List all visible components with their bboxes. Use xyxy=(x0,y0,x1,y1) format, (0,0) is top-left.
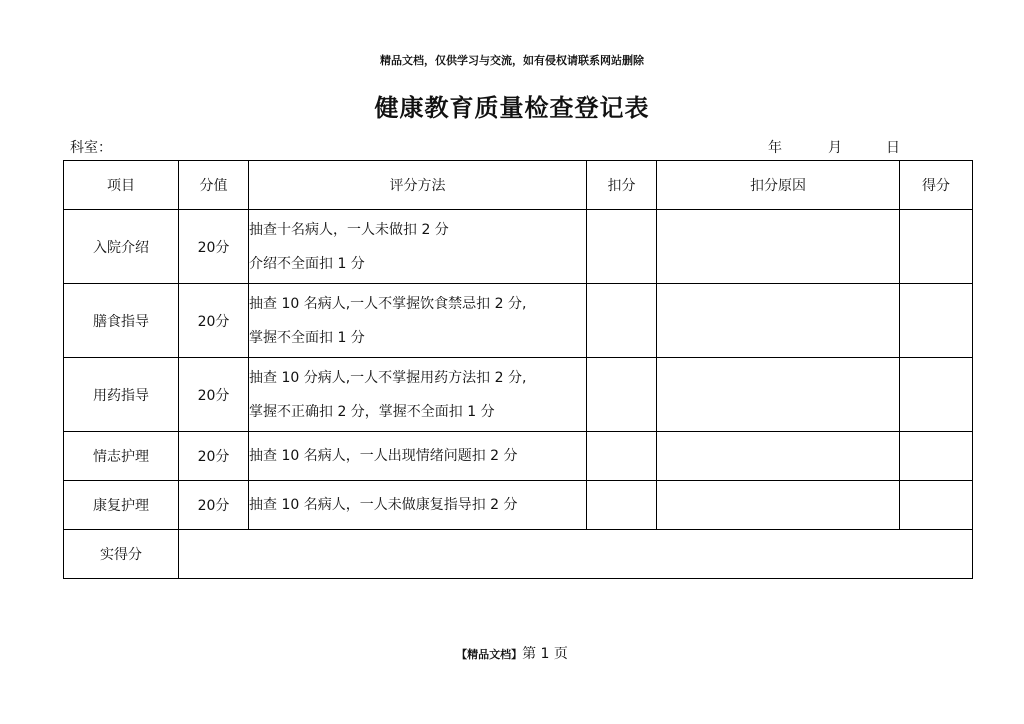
result-cell[interactable] xyxy=(900,432,973,481)
method-line: 抽查 10 名病人,一人不掌握饮食禁忌扣 2 分, xyxy=(249,295,527,312)
score-cell: 20分 xyxy=(179,432,249,481)
column-header-score: 分值 xyxy=(179,161,249,210)
page-footer xyxy=(0,643,1024,663)
table-row xyxy=(64,284,973,358)
inspection-table xyxy=(63,160,973,579)
method-line: 介绍不全面扣 1 分 xyxy=(249,255,365,272)
reason-cell[interactable] xyxy=(657,481,900,530)
column-header-result: 得分 xyxy=(900,161,973,210)
result-cell[interactable] xyxy=(900,481,973,530)
footer-tag: 【精品文档】 xyxy=(456,648,523,661)
score-cell: 20分 xyxy=(179,284,249,358)
column-header-method: 评分方法 xyxy=(249,161,587,210)
item-cell: 入院介绍 xyxy=(64,210,179,284)
column-header-item: 项目 xyxy=(64,161,179,210)
column-header-deduction: 扣分 xyxy=(587,161,657,210)
method-cell: 抽查 10 名病人，一人未做康复指导扣 2 分 xyxy=(249,481,587,530)
method-cell xyxy=(249,358,587,432)
table-header-row xyxy=(64,161,973,210)
table-row xyxy=(64,481,973,530)
method-line: 抽查十名病人，一人未做扣 2 分 xyxy=(249,221,449,238)
score-cell: 20分 xyxy=(179,358,249,432)
item-cell: 情志护理 xyxy=(64,432,179,481)
header-note: 精品文档，仅供学习与交流，如有侵权请联系网站删除 xyxy=(380,54,644,67)
total-value-cell[interactable] xyxy=(179,530,973,579)
date-line xyxy=(768,137,900,157)
method-cell xyxy=(249,210,587,284)
deduction-cell[interactable] xyxy=(587,432,657,481)
score-cell: 20分 xyxy=(179,481,249,530)
footer-page-number: 1 xyxy=(540,646,550,662)
date-month-label: 月 xyxy=(828,140,842,156)
total-row xyxy=(64,530,973,579)
method-line: 掌握不正确扣 2 分，掌握不全面扣 1 分 xyxy=(249,403,495,420)
item-cell: 康复护理 xyxy=(64,481,179,530)
item-cell: 膳食指导 xyxy=(64,284,179,358)
page-title: 健康教育质量检查登记表 xyxy=(374,94,650,122)
result-cell[interactable] xyxy=(900,284,973,358)
deduction-cell[interactable] xyxy=(587,210,657,284)
result-cell[interactable] xyxy=(900,358,973,432)
deduction-cell[interactable] xyxy=(587,358,657,432)
score-cell: 20分 xyxy=(179,210,249,284)
department-label: 科室： xyxy=(70,140,112,156)
result-cell[interactable] xyxy=(900,210,973,284)
reason-cell[interactable] xyxy=(657,432,900,481)
column-header-reason: 扣分原因 xyxy=(657,161,900,210)
total-label: 实得分 xyxy=(64,530,179,579)
method-cell xyxy=(249,284,587,358)
deduction-cell[interactable] xyxy=(587,284,657,358)
footer-page-prefix: 第 xyxy=(522,646,537,662)
date-year-label: 年 xyxy=(768,140,782,156)
date-day-label: 日 xyxy=(886,140,900,156)
footer-page-suffix: 页 xyxy=(553,646,568,662)
item-cell: 用药指导 xyxy=(64,358,179,432)
method-cell: 抽查 10 名病人，一人出现情绪问题扣 2 分 xyxy=(249,432,587,481)
reason-cell[interactable] xyxy=(657,284,900,358)
reason-cell[interactable] xyxy=(657,358,900,432)
method-line: 掌握不全面扣 1 分 xyxy=(249,329,365,346)
table-row xyxy=(64,432,973,481)
table-row xyxy=(64,358,973,432)
table-row xyxy=(64,210,973,284)
reason-cell[interactable] xyxy=(657,210,900,284)
deduction-cell[interactable] xyxy=(587,481,657,530)
method-line: 抽查 10 分病人,一人不掌握用药方法扣 2 分, xyxy=(249,369,527,386)
